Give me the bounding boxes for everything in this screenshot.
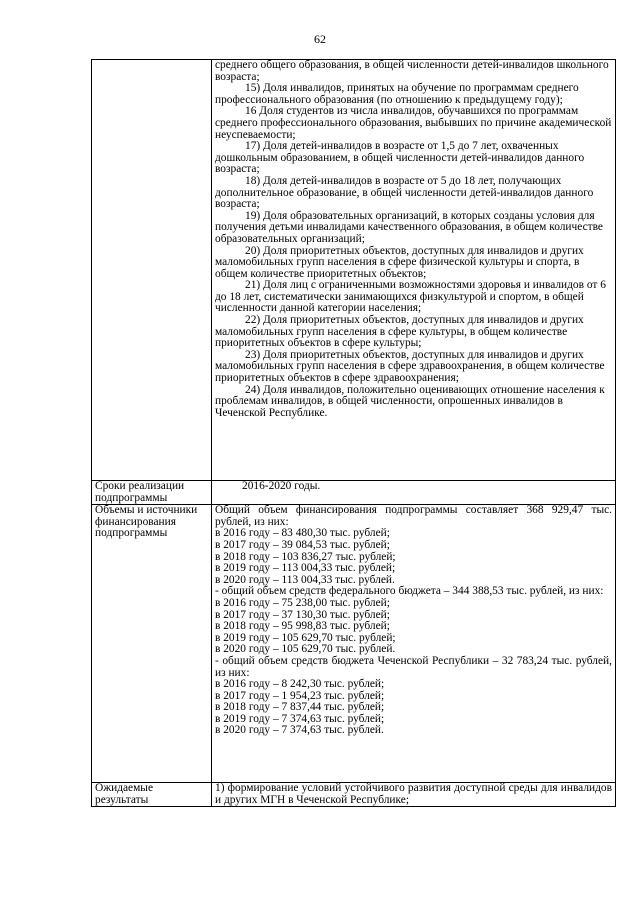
table-row-timeline xyxy=(92,481,616,505)
paragraph: в 2017 году – 39 084,53 тыс. рублей; xyxy=(215,538,390,551)
paragraph: 21) Доля лиц с ограниченными возможностями здоровья и инвалидов от 6 до 18 лет, систематически занимающихся физкультурой и спортом, в общей численности данной категории населения; xyxy=(215,279,606,315)
paragraph: 18) Доля детей-инвалидов в возрасте от 5 до 18 лет, получающих дополнительное образование, в общей численности детей-инвалидов данного возраста; xyxy=(215,174,594,211)
paragraph: среднего общего образования, в общей численности детей-инвалидов школьного возраста; xyxy=(215,59,609,83)
paragraph: 23) Доля приоритетных объектов, доступных для инвалидов и других маломобильных групп населения в сфере здравоохранения, в общем количестве приоритетных объектов в сфере здравоохранения; xyxy=(215,348,605,385)
paragraph: в 2020 году – 113 004,33 тыс. рублей. xyxy=(215,573,395,586)
row-label: Объемы и источники финансирования подпрограммы xyxy=(92,505,212,783)
paragraph: 2016-2020 годы. xyxy=(242,480,321,492)
paragraph: 15) Доля инвалидов, принятых на обучение по программам среднего профессионального образования (по отношению к предыдущему году); xyxy=(215,82,579,106)
row-label: Сроки реализации подпрограммы xyxy=(92,481,212,505)
row-label: Ожидаемые результаты xyxy=(92,783,212,807)
subprogram-passport-table xyxy=(91,59,616,807)
table-row-funding xyxy=(92,505,616,783)
paragraph: в 2020 году – 7 374,63 тыс. рублей. xyxy=(215,724,384,737)
paragraph: 20) Доля приоритетных объектов, доступных для инвалидов и других маломобильных групп населения в сфере физической культуры и спорта, в общем количестве приоритетных объектов; xyxy=(215,244,584,280)
table-row-indicators xyxy=(92,60,616,481)
paragraph: в 2019 году – 7 374,63 тыс. рублей; xyxy=(215,712,385,725)
paragraph: в 2019 году – 113 004,33 тыс. рублей; xyxy=(215,562,396,575)
paragraph: в 2018 году – 95 998,83 тыс. рублей; xyxy=(215,620,390,633)
paragraph: 19) Доля образовательных организаций, в которых созданы условия для получения детьми инвалидами качественного образования, в общем количестве образовательных организаций; xyxy=(215,209,603,245)
paragraph: в 2016 году – 75 238,00 тыс. рублей; xyxy=(215,596,390,609)
paragraph: - общий объем средств бюджета Чеченской Республики – 32 783,24 тыс. рублей, из них: xyxy=(215,654,612,679)
paragraph: Общий объем финансирования подпрограммы составляет 368 929,47 тыс. рублей, из них: xyxy=(215,504,612,528)
paragraph: в 2019 году – 105 629,70 тыс. рублей; xyxy=(215,631,396,644)
paragraph: 1) формирование условий устойчивого развития доступной среды для инвалидов и других МГН в Чеченской Республике; xyxy=(215,782,612,806)
paragraph: в 2017 году – 37 130,30 тыс. рублей; xyxy=(215,608,390,621)
paragraph: в 2020 году – 105 629,70 тыс. рублей. xyxy=(215,643,396,656)
page-number: 62 xyxy=(314,32,326,46)
paragraph: в 2018 году – 103 836,27 тыс. рублей; xyxy=(215,550,396,563)
paragraph: - общий объем средств федерального бюджета – 344 388,53 тыс. рублей, из них: xyxy=(215,585,604,598)
row-label xyxy=(92,60,212,481)
row-content-indicators xyxy=(212,60,616,481)
row-content-timeline xyxy=(212,481,616,505)
paragraph: в 2016 году – 83 480,30 тыс. рублей; xyxy=(215,527,390,540)
paragraph: 16 Доля студентов из числа инвалидов, обучавшихся по программам среднего профессионального образования, выбывших по причине академической неуспеваемости; xyxy=(215,105,612,141)
paragraph: 24) Доля инвалидов, положительно оценивающих отношение населения к проблемам инвалидов, в общей численности, опрошенных инвалидов в Чеченской Республике. xyxy=(215,383,605,419)
row-content-results xyxy=(212,783,616,807)
paragraph: в 2018 году – 7 837,44 тыс. рублей; xyxy=(215,701,385,714)
paragraph: в 2016 году – 8 242,30 тыс. рублей; xyxy=(215,678,385,691)
table-row-results xyxy=(92,783,616,807)
row-content-funding xyxy=(212,505,616,783)
paragraph: 17) Доля детей-инвалидов в возрасте от 1,5 до 7 лет, охваченных дошкольным образованием, в общей численности детей-инвалидов данного возраста; xyxy=(215,140,585,176)
paragraph: в 2017 году – 1 954,23 тыс. рублей; xyxy=(215,689,385,702)
paragraph: 22) Доля приоритетных объектов, доступных для инвалидов и других маломобильных групп населения в сфере культуры, в общем количестве приоритетных объектов в сфере культуры; xyxy=(215,314,584,350)
